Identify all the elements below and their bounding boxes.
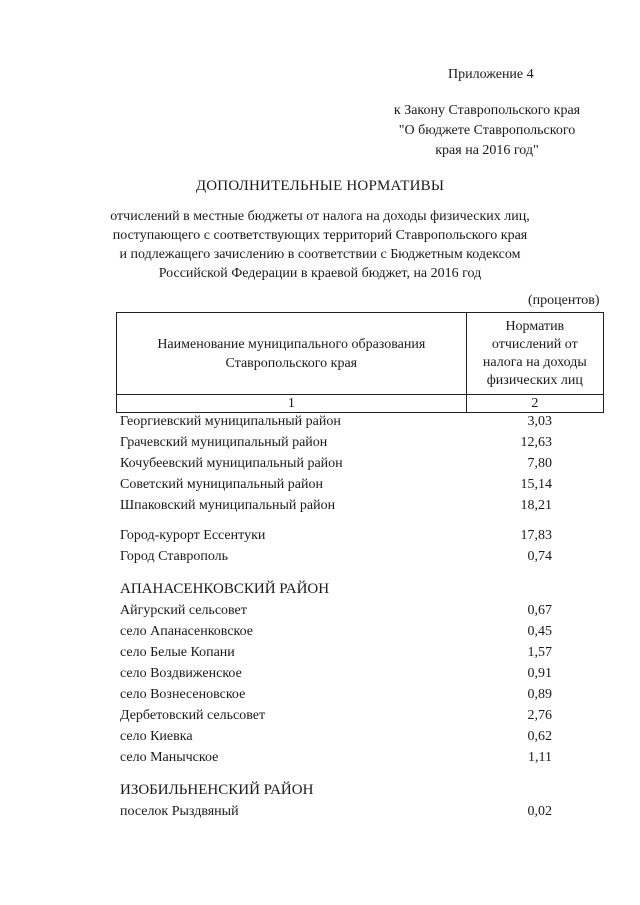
section-title: ИЗОБИЛЬНЕНСКИЙ РАЙОН <box>120 782 314 798</box>
column-1-header-line-1: Наименование муниципального образования <box>157 336 426 352</box>
row-name: Айгурский сельсовет <box>120 603 247 618</box>
section-title: АПАНАСЕНКОВСКИЙ РАЙОН <box>120 581 330 597</box>
column-1-header-line-2: Ставропольского края <box>225 355 358 371</box>
column-1-number: 1 <box>117 395 467 413</box>
law-line-2: "О бюджете Ставропольского <box>398 123 576 138</box>
row-name: Георгиевский муниципальный район <box>120 414 341 429</box>
table-row <box>120 663 552 684</box>
row-name: село Вознесеновское <box>120 687 246 702</box>
table-body <box>120 411 552 822</box>
column-2-header-line-2: отчислений от <box>491 336 578 352</box>
row-name: село Апанасенковское <box>120 624 254 639</box>
row-name: Шпаковский муниципальный район <box>120 498 336 513</box>
table-row <box>120 432 552 453</box>
table-row <box>120 525 552 546</box>
column-2-number: 2 <box>466 395 603 413</box>
row-value: 2,76 <box>527 708 552 723</box>
row-value: 18,21 <box>520 498 552 513</box>
column-2-header-line-4: физических лиц <box>486 372 583 388</box>
row-name: село Воздвиженское <box>120 666 242 681</box>
row-name: село Манычское <box>120 750 219 765</box>
row-name: село Белые Копани <box>120 645 235 660</box>
row-name: село Киевка <box>120 729 193 744</box>
row-name: Кочубеевский муниципальный район <box>120 456 343 471</box>
table-row <box>120 726 552 747</box>
table-row <box>120 747 552 768</box>
units-label: (процентов) <box>528 293 600 308</box>
row-value: 0,67 <box>527 603 552 618</box>
group-spacer <box>120 516 552 525</box>
column-2-header-line-1: Норматив <box>505 318 565 334</box>
row-value: 0,89 <box>527 687 552 702</box>
row-name: Дербетовский сельсовет <box>120 708 266 723</box>
appendix-label: Приложение 4 <box>448 67 534 82</box>
section-heading <box>120 779 552 801</box>
table-row <box>120 801 552 822</box>
group-spacer <box>120 768 552 779</box>
row-name: Советский муниципальный район <box>120 477 323 492</box>
row-name: Город Ставрополь <box>120 549 229 564</box>
row-value: 0,02 <box>527 804 552 819</box>
row-value: 15,14 <box>520 477 552 492</box>
row-name: Город-курорт Ессентуки <box>120 528 266 543</box>
document-title: ДОПОЛНИТЕЛЬНЫЕ НОРМАТИВЫ <box>195 178 445 194</box>
document-subtitle: отчислений в местные бюджеты от налога на доходы физических лиц, поступающего с соответствующих территорий Ставропольского края и подлежащего зачислению в соответствии с Бюджетным кодексом Российской Федерации в краевой бюджет, на 2016 год <box>110 209 530 281</box>
row-value: 0,91 <box>527 666 552 681</box>
table-row <box>120 474 552 495</box>
row-name: Грачевский муниципальный район <box>120 435 328 450</box>
row-value: 1,11 <box>528 750 552 765</box>
row-value: 12,63 <box>520 435 552 450</box>
row-value: 0,74 <box>527 549 552 564</box>
law-reference <box>372 101 602 161</box>
table-row <box>120 546 552 567</box>
law-line-1: к Закону Ставропольского края <box>393 103 581 118</box>
column-1-header <box>117 313 467 395</box>
row-value: 3,03 <box>527 414 552 429</box>
table-row <box>120 705 552 726</box>
table-row <box>120 621 552 642</box>
law-line-3: края на 2016 год" <box>435 143 539 158</box>
table-row <box>120 600 552 621</box>
table-row <box>120 411 552 432</box>
table-row <box>120 495 552 516</box>
group-spacer <box>120 567 552 578</box>
column-2-header-line-3: налога на доходы <box>482 354 587 370</box>
row-value: 17,83 <box>520 528 552 543</box>
section-heading <box>120 578 552 600</box>
row-value: 0,45 <box>527 624 552 639</box>
row-value: 7,80 <box>527 456 552 471</box>
table-header <box>116 312 604 413</box>
row-value: 1,57 <box>527 645 552 660</box>
row-value: 0,62 <box>527 729 552 744</box>
table-row <box>120 453 552 474</box>
table-row <box>120 684 552 705</box>
table-row <box>120 642 552 663</box>
column-2-header <box>466 313 603 395</box>
row-name: поселок Рыздвяный <box>120 804 239 819</box>
